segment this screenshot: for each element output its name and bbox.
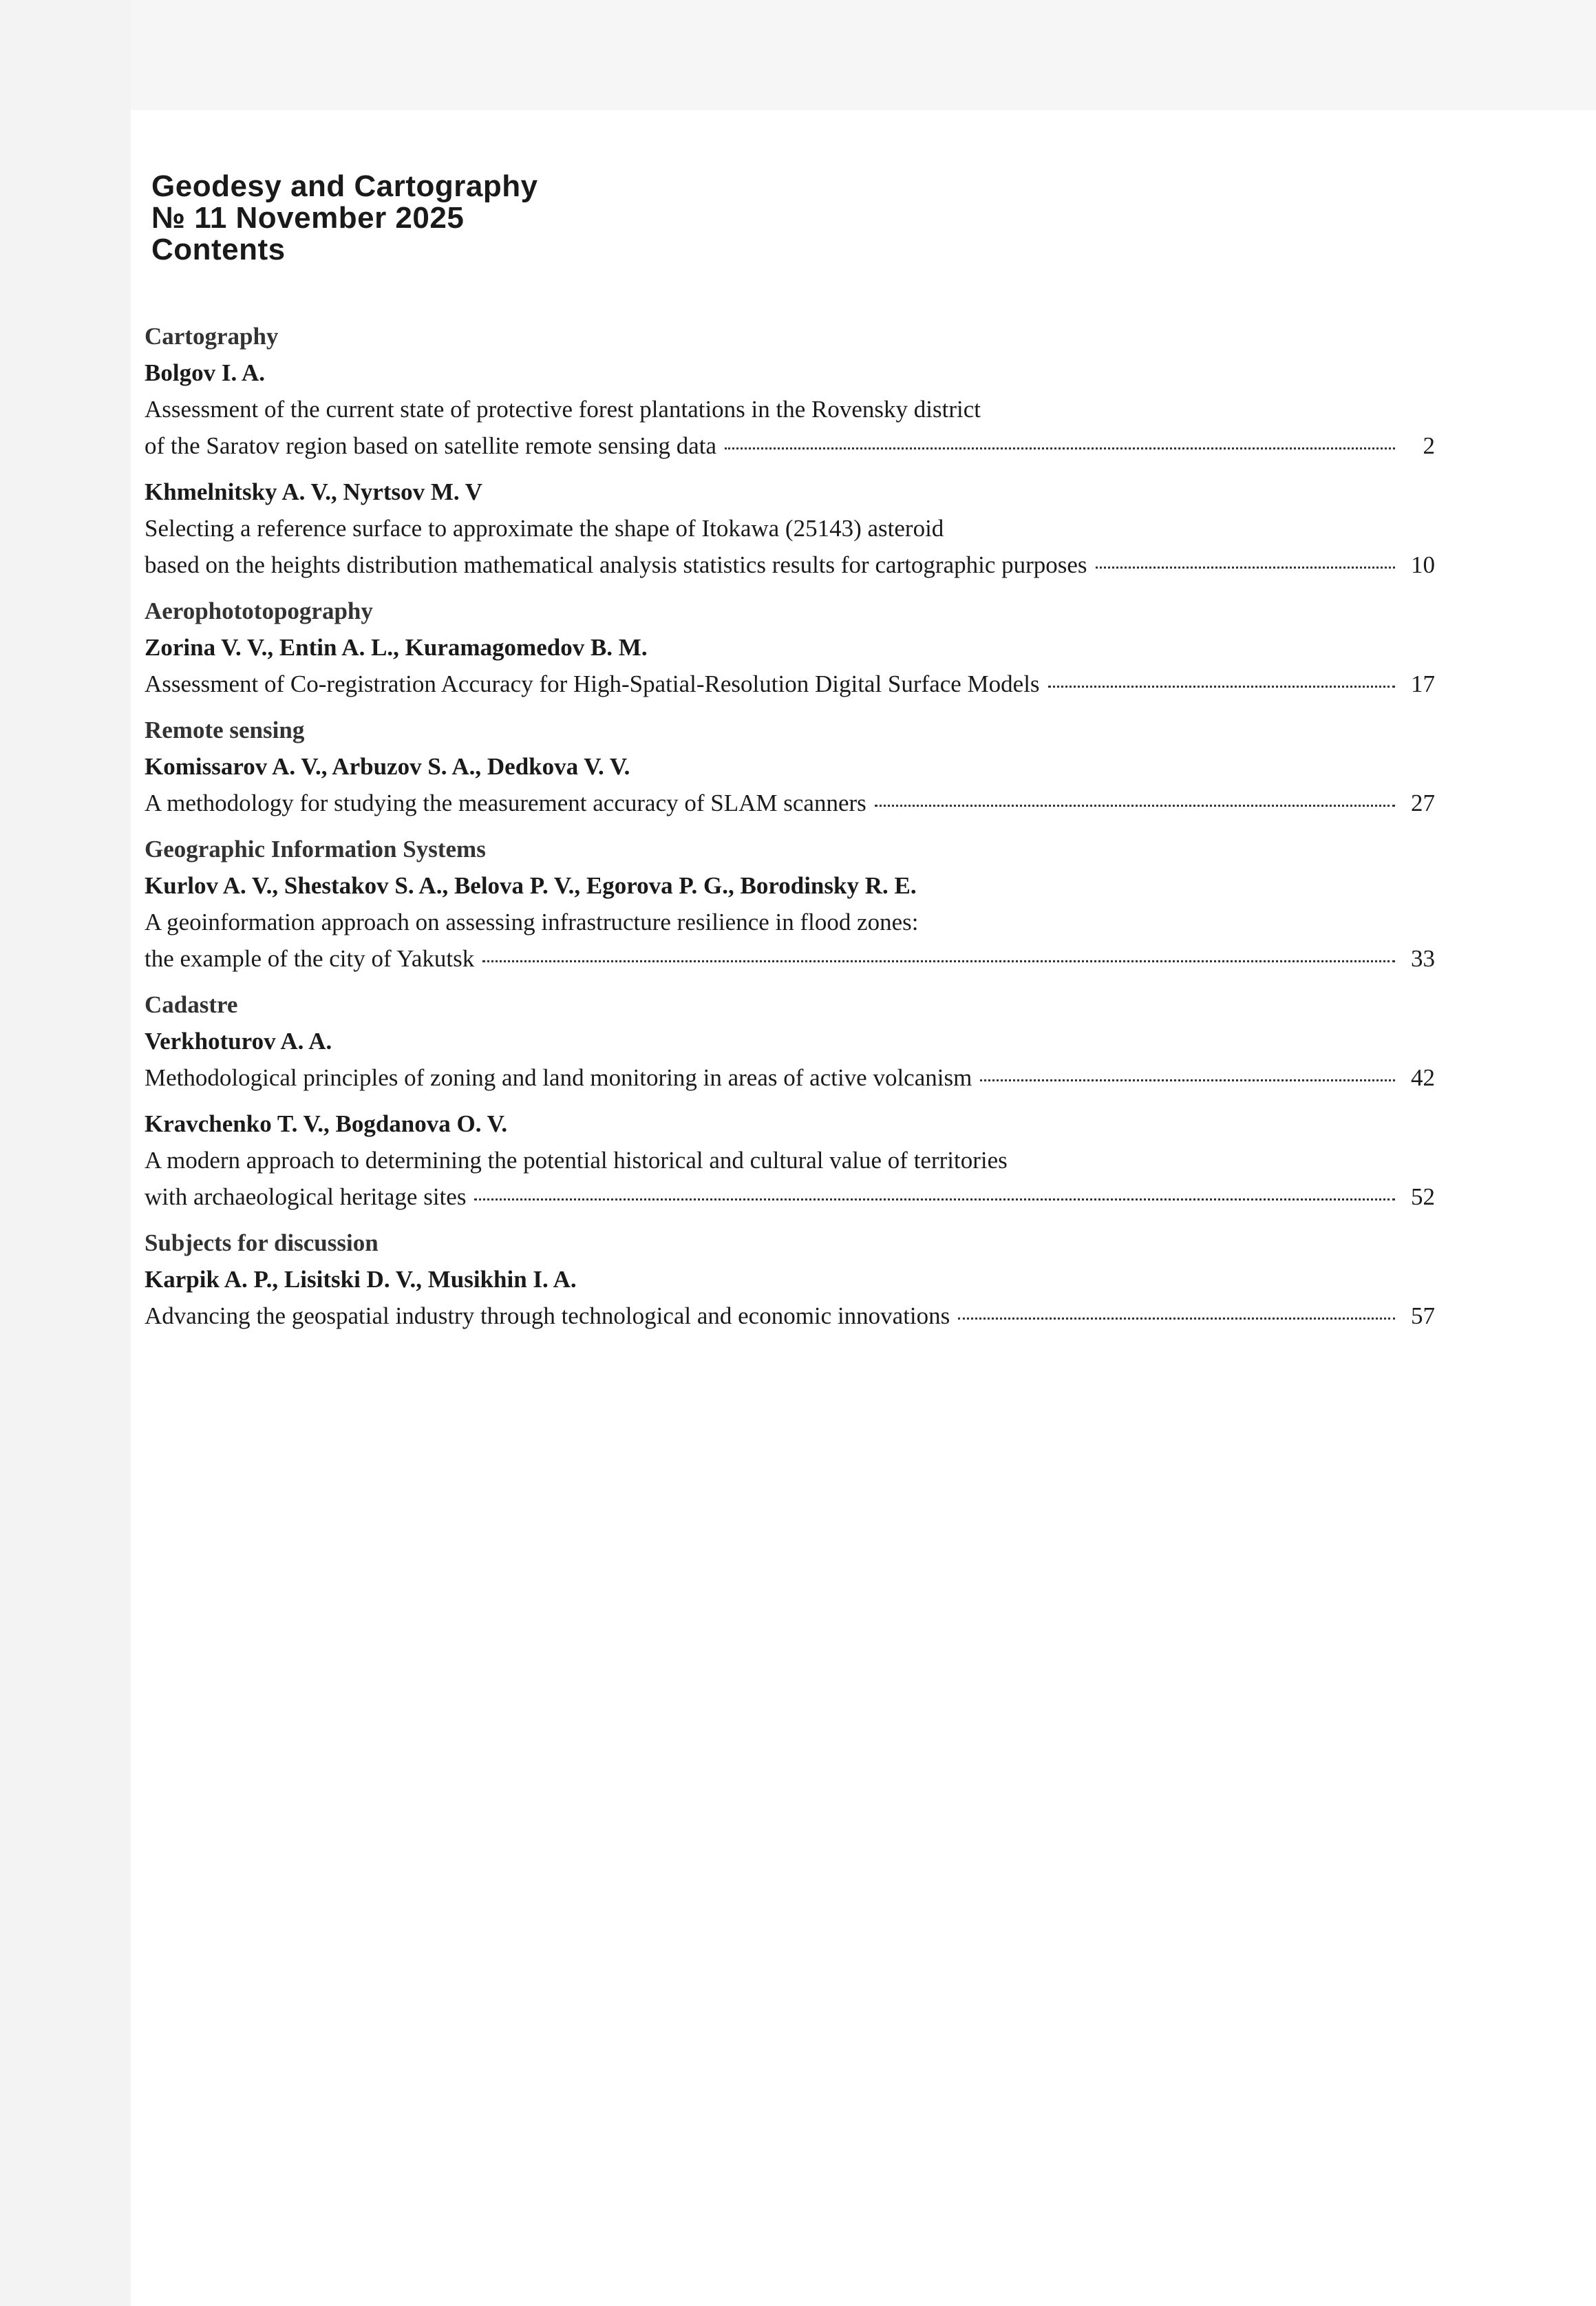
journal-header — [151, 171, 538, 266]
dot-leader — [1048, 686, 1395, 688]
entry-title-line[interactable]: the example of the city of Yakutsk — [145, 945, 475, 972]
section-title: Cadastre — [145, 991, 238, 1018]
entry-title-line[interactable]: with archaeological heritage sites — [145, 1183, 467, 1210]
section-title: Geographic Information Systems — [145, 836, 486, 863]
scan-margin-top — [0, 0, 1596, 110]
entry-title-line[interactable]: A methodology for studying the measurement accuracy of SLAM scanners — [145, 790, 866, 816]
entry-authors: Kurlov A. V., Shestakov S. A., Belova P. V., Egorova P. G., Borodinsky R. E. — [145, 872, 917, 899]
page-number[interactable]: 17 — [1411, 670, 1435, 697]
toc-entry[interactable] — [145, 474, 1435, 583]
toc-entry[interactable] — [145, 748, 1435, 821]
page-number[interactable]: 27 — [1411, 790, 1435, 816]
toc-section — [145, 318, 1435, 583]
toc-section — [145, 1225, 1435, 1334]
entry-title-row[interactable] — [145, 1178, 1435, 1215]
entry-title-row[interactable] — [145, 1059, 1435, 1096]
scan-margin-left — [0, 0, 131, 2306]
toc-entry[interactable] — [145, 355, 1435, 464]
entry-title-line[interactable]: of the Saratov region based on satellite remote sensing data — [145, 432, 716, 459]
entry-title-row[interactable] — [145, 1298, 1435, 1334]
toc-section — [145, 831, 1435, 977]
table-of-contents — [145, 318, 1435, 1344]
section-title: Subjects for discussion — [145, 1229, 379, 1256]
section-title: Remote sensing — [145, 717, 305, 743]
dot-leader — [875, 805, 1395, 807]
dot-leader — [958, 1318, 1395, 1320]
page-number[interactable]: 10 — [1411, 551, 1435, 578]
issue-info: № 11 November 2025 — [151, 201, 465, 235]
dot-leader — [1096, 567, 1395, 569]
entry-title-row[interactable] — [145, 427, 1435, 464]
entry-title-line[interactable]: A modern approach to determining the potential historical and cultural value of territories — [145, 1147, 1008, 1174]
toc-entry[interactable] — [145, 1261, 1435, 1334]
dot-leader — [474, 1198, 1395, 1200]
entry-title-line[interactable]: Methodological principles of zoning and land monitoring in areas of active volcanism — [145, 1064, 972, 1091]
toc-entry[interactable] — [145, 1023, 1435, 1096]
entry-title-line[interactable]: Assessment of Co-registration Accuracy for High-Spatial-Resolution Digital Surface Models — [145, 670, 1040, 697]
toc-section — [145, 712, 1435, 821]
toc-section — [145, 593, 1435, 702]
entry-title-row[interactable] — [145, 547, 1435, 583]
entry-authors: Verkhoturov A. A. — [145, 1028, 332, 1055]
toc-section — [145, 986, 1435, 1215]
section-title: Cartography — [145, 323, 279, 350]
journal-title: Geodesy and Cartography — [151, 169, 538, 203]
entry-title-row[interactable] — [145, 785, 1435, 821]
page-number[interactable]: 42 — [1411, 1064, 1435, 1091]
dot-leader — [725, 447, 1395, 449]
entry-title-line[interactable]: Assessment of the current state of protective forest plantations in the Rovensky district — [145, 396, 981, 423]
page-number[interactable]: 2 — [1423, 432, 1435, 459]
toc-entry[interactable] — [145, 629, 1435, 702]
entry-authors: Karpik A. P., Lisitski D. V., Musikhin I. A. — [145, 1266, 577, 1293]
toc-entry[interactable] — [145, 1106, 1435, 1215]
entry-title-row[interactable] — [145, 940, 1435, 977]
entry-title-line[interactable]: based on the heights distribution mathematical analysis statistics results for cartographic purposes — [145, 551, 1087, 578]
entry-title-line[interactable]: A geoinformation approach on assessing infrastructure resilience in flood zones: — [145, 909, 919, 935]
entry-authors: Bolgov I. A. — [145, 359, 266, 386]
dot-leader — [482, 960, 1395, 962]
entry-title-line[interactable]: Advancing the geospatial industry through technological and economic innovations — [145, 1302, 950, 1329]
entry-title-row[interactable] — [145, 666, 1435, 702]
section-title: Aerophototopography — [145, 597, 373, 624]
contents-heading: Contents — [151, 233, 286, 266]
entry-title-line[interactable]: Selecting a reference surface to approximate the shape of Itokawa (25143) asteroid — [145, 515, 944, 542]
entry-authors: Komissarov A. V., Arbuzov S. A., Dedkova V. V. — [145, 753, 630, 780]
page-number[interactable]: 52 — [1411, 1183, 1435, 1210]
page-number[interactable]: 57 — [1411, 1302, 1435, 1329]
entry-authors: Kravchenko T. V., Bogdanova O. V. — [145, 1110, 508, 1137]
entry-authors: Zorina V. V., Entin A. L., Kuramagomedov B. M. — [145, 634, 648, 661]
dot-leader — [980, 1079, 1395, 1081]
entry-authors: Khmelnitsky A. V., Nyrtsov M. V — [145, 478, 483, 505]
toc-entry[interactable] — [145, 867, 1435, 977]
page-number[interactable]: 33 — [1411, 945, 1435, 972]
